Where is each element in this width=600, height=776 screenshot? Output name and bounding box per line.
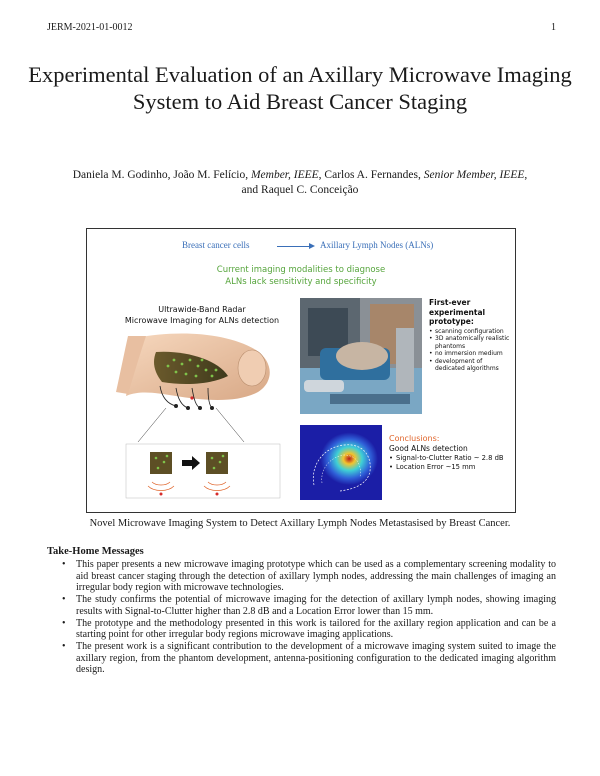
breast-shape xyxy=(238,350,266,386)
flow-arrow-icon xyxy=(277,246,313,247)
zoom-lines xyxy=(138,408,244,442)
tumor-dot xyxy=(190,396,193,399)
radar-line-2: Microwave Imaging for ALNs detection xyxy=(124,316,280,325)
conclusions-list xyxy=(389,454,513,472)
conclusions-subtitle: Good ALNs detection xyxy=(389,444,468,453)
author-list xyxy=(70,168,530,198)
take-home-title: Take-Home Messages xyxy=(47,546,144,557)
author-role-2: Senior Member, IEEE xyxy=(423,169,525,181)
list-item: • The study confirms the potential of microwave imaging for the detection of axillary lymph nodes, showing imaging results with Signal-to-Clutter higher than 2.8 dB and a Location Error lower than 15 mm. xyxy=(62,594,556,617)
transform-arrow-icon xyxy=(182,456,200,470)
modality-line-1: Current imaging modalities to diagnose xyxy=(216,265,386,275)
list-item: • The prototype and the methodology presented in this work is tailored for the axillary region application and can be a starting point for other irregular body regions microwave imaging applications. xyxy=(62,618,556,641)
figure-caption: Novel Microwave Imaging System to Detect Axillary Lymph Nodes Metastasised by Breast Cancer. xyxy=(89,518,511,529)
tissue-block-right xyxy=(206,452,228,474)
list-item: • development of dedicated algorithms xyxy=(429,358,511,373)
flow-target-label: Axillary Lymph Nodes (ALNs) xyxy=(320,240,434,250)
prototype-features xyxy=(429,298,511,373)
take-home-list xyxy=(62,559,556,676)
antenna-markers xyxy=(174,404,214,410)
modality-line-2: ALNs lack sensitivity and specificity xyxy=(225,276,377,287)
list-item: • scanning configuration xyxy=(429,328,511,336)
page-number: 1 xyxy=(551,22,556,33)
list-item: • no immersion medium xyxy=(429,350,511,358)
list-item: • The present work is a significant contribution to the development of a microwave imaging system suited to image the axillary region, from the phantom development, antenna-positioning configuration to the dedicated imaging algorithm design. xyxy=(62,641,556,676)
author-names-2: , Carlos A. Fernandes, xyxy=(318,169,424,181)
radar-heading xyxy=(107,304,297,326)
imaging-result-heatmap xyxy=(300,425,382,500)
conclusions-title: Conclusions: xyxy=(389,434,440,443)
list-item: • 3D anatomically realistic phantoms xyxy=(429,335,511,350)
prototype-photo xyxy=(300,298,422,414)
prototype-features-title-2: experimental xyxy=(429,307,486,317)
list-item: • This paper presents a new microwave imaging prototype which can be used as a complementary screening modality to aid breast cancer staging through the detection of axillary lymph nodes, addressing the main challenges of imaging an irregular body region with microwave technologies. xyxy=(62,559,556,594)
list-item: • Location Error ~15 mm xyxy=(389,463,513,472)
flow-source-label: Breast cancer cells xyxy=(182,240,250,250)
prototype-features-title-1: First-ever xyxy=(429,298,471,307)
author-role-1: Member, IEEE xyxy=(250,169,319,181)
zoom-frame xyxy=(126,444,280,498)
axilla-illustration xyxy=(116,330,296,510)
author-names-3: , and Raquel C. Conceição xyxy=(241,169,528,196)
signal-wave-icon xyxy=(148,482,230,491)
prototype-features-title-3: prototype: xyxy=(429,317,474,326)
tissue-block-left xyxy=(150,452,172,474)
journal-code: JERM-2021-01-0012 xyxy=(47,22,133,33)
paper-title: Experimental Evaluation of an Axillary Microwave Imaging System to Aid Breast Cancer Staging xyxy=(28,62,572,114)
list-item: • Signal-to-Clutter Ratio ~ 2.8 dB xyxy=(389,454,513,463)
radar-line-1: Ultrawide-Band Radar xyxy=(158,305,246,314)
flow-row xyxy=(86,240,516,254)
modality-limitation-text xyxy=(86,265,516,288)
prototype-feature-list xyxy=(429,328,511,374)
conclusions-block xyxy=(389,434,513,472)
author-names-1: Daniela M. Godinho, João M. Felício, xyxy=(72,169,251,181)
